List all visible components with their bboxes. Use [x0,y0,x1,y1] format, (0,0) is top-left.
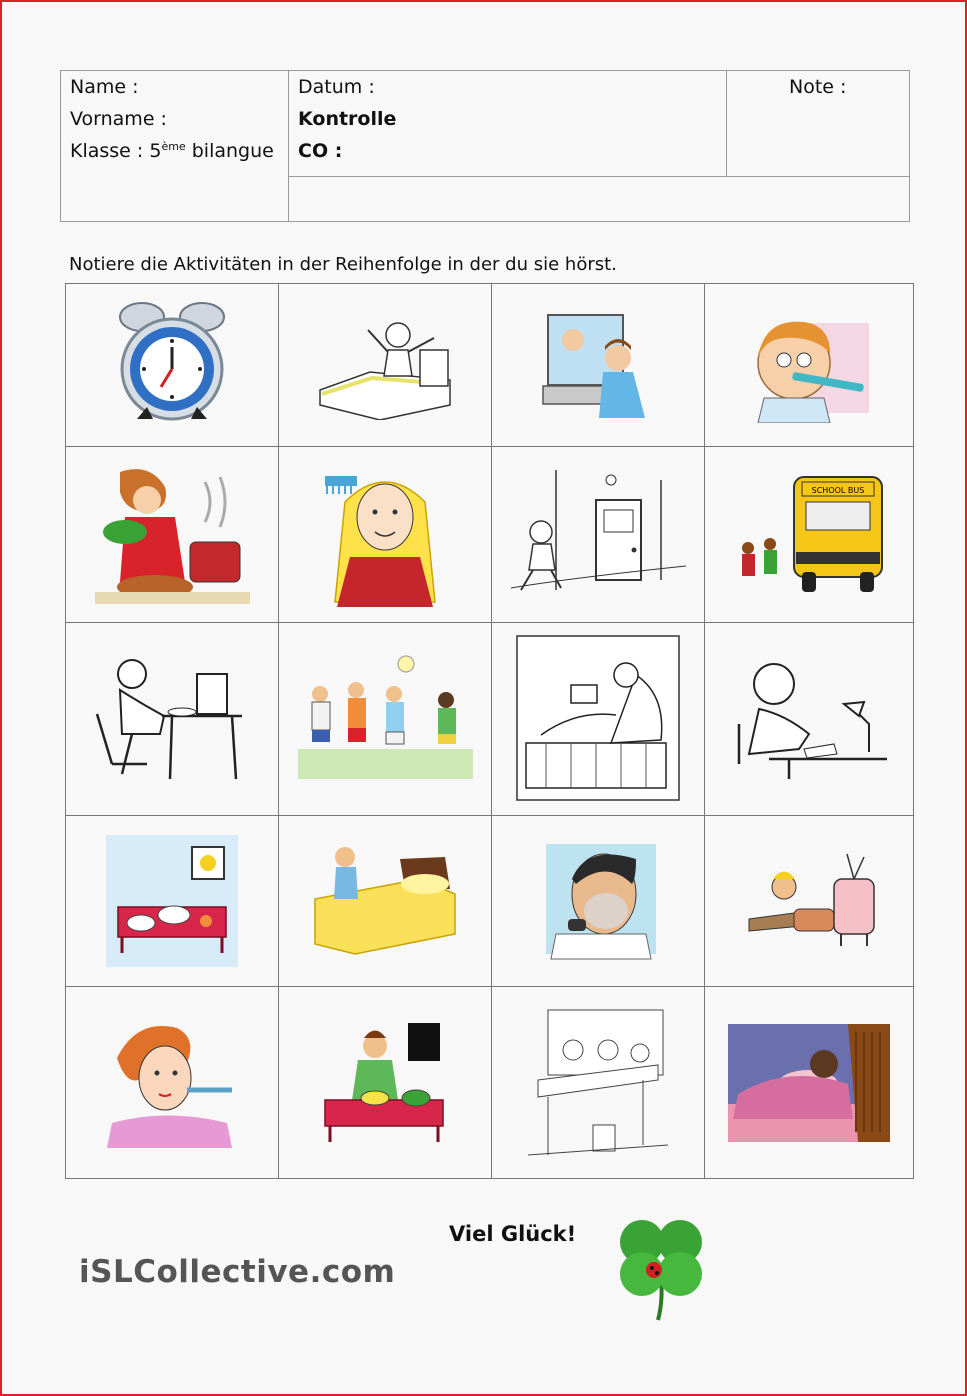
activity-cell-13 [66,816,278,986]
datum-label: Datum : [298,76,375,98]
activities-grid [65,283,914,1179]
activity-cell-16 [705,816,913,986]
classroom-icon [528,1005,668,1160]
washing-face-icon [533,310,663,420]
eating-breakfast-icon [92,654,252,784]
reading-in-bed-icon [516,635,681,803]
putting-makeup-icon [107,1018,237,1148]
kontrolle-label: Kontrolle [298,108,397,130]
waking-up-icon [310,310,460,420]
alarm-clock-icon [117,295,227,435]
brushing-teeth-icon [744,308,874,423]
klasse-label: Klasse : 5ème bilangue [70,140,274,162]
activity-cell-2 [279,284,491,446]
activity-cell-11 [492,623,704,815]
doing-homework-icon [729,654,889,784]
good-luck-text: Viel Glück! [449,1222,577,1246]
activity-cell-10 [279,623,491,815]
combing-hair-icon [315,462,455,607]
instruction-text: Notiere die Aktivitäten in der Reihenfolge in der du sie hörst. [69,254,617,275]
activity-cell-4 [705,284,913,446]
vorname-label: Vorname : [70,108,167,130]
school-bus-icon [734,472,884,597]
activity-cell-18 [279,987,491,1178]
activity-cell-20 [705,987,913,1178]
activity-cell-14 [279,816,491,986]
sleeping-icon [728,1024,890,1142]
activity-cell-12 [705,623,913,815]
activity-cell-8 [705,447,913,622]
svg-text:SCHOOL BUS: SCHOOL BUS [811,486,865,495]
getting-up-bed-icon [310,839,460,964]
activity-cell-3 [492,284,704,446]
activity-cell-19 [492,987,704,1178]
site-logo: iSLCollective.com [79,1254,396,1290]
clover-icon [612,1212,712,1322]
co-label: CO : [298,140,343,162]
name-label: Name : [70,76,139,98]
activity-cell-17 [66,987,278,1178]
activity-cell-7 [492,447,704,622]
playing-ball-icon [298,654,473,784]
dinner-table-icon [320,1018,450,1148]
note-label: Note : [789,76,847,98]
activity-cell-5 [66,447,278,622]
header-table [60,70,910,222]
activity-cell-1 [66,284,278,446]
leaving-house-icon [511,470,686,600]
cooking-icon [95,462,250,607]
shaving-icon [536,839,661,964]
watching-tv-icon [729,849,889,954]
activity-cell-15 [492,816,704,986]
activity-cell-6 [279,447,491,622]
ladybug-icon [646,1262,662,1278]
activity-cell-9 [66,623,278,815]
lunch-table-icon [106,835,238,967]
